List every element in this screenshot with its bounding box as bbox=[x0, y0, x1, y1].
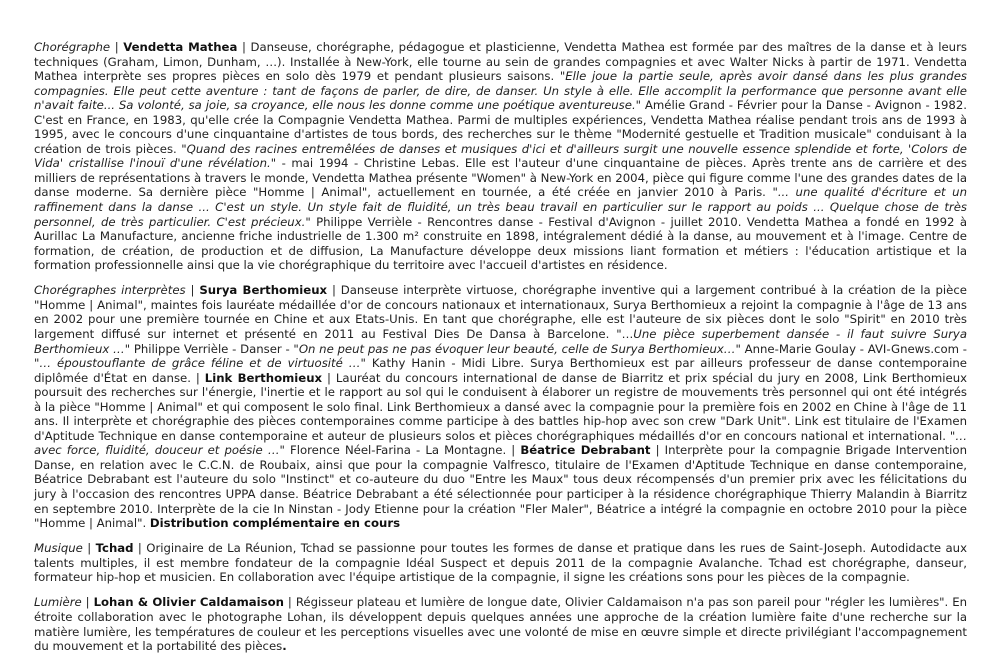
press-quote: "Elle joue la partie seule, après avoir dansé dans les plus grandes compagnies. Elle peut cette aventure : tant de façons de parler, de dire, de danser. Un style à elle. Elle accomplit la performance que personne avant elle n'avait faite... Sa volonté, sa joie, sa croyance, elle nous les donne comme une poétique aventureuse." bbox=[34, 69, 968, 113]
person-name: Béatrice Debrabant bbox=[520, 443, 651, 458]
separator: | bbox=[81, 595, 94, 610]
bio-text: Régisseur plateau et lumière de longue date, Olivier Caldamaison n'a pas son pareil pour "régler les lumières". En étroite collaboration avec le photographe Lohan, ils développent depuis quelques années une approche de la création lumière faite d'une recherche sur la matière lumière, les températures de couleur et les perceptions visuelles avec une volonté de mise en œuvre simple et directe privilégiant l'accompagnement du mouvement et la portabilité des pièces bbox=[34, 595, 968, 654]
role-label: Chorégraphes interprètes bbox=[34, 283, 186, 298]
separator: | bbox=[110, 40, 124, 54]
bio-text: " Kathy Hanin - Midi Libre. Surya Berthomieux est par ailleurs professeur de danse contemporaine diplômée d'État en danse. bbox=[34, 356, 967, 385]
separator: | bbox=[284, 595, 296, 610]
separator: | bbox=[185, 283, 200, 298]
press-quote: Une pièce superbement dansée - il faut suivre Surya Berthomieux … bbox=[34, 326, 967, 356]
credits-document bbox=[34, 40, 967, 664]
role-label: Lumière bbox=[34, 595, 82, 610]
press-quote: "Quand des racines entremêlées de danses et musiques d'ici et d'ailleurs surgit une nouvelle essence splendide et forte, 'Colors de Vida' cristallise l'inouï d'une révélation." bbox=[34, 141, 967, 171]
closing-period: . bbox=[282, 639, 287, 654]
bio-text: Amélie Grand - Février pour la Danse - Avignon - 1982. C'est en France, en 1983, qu'elle crée la Compagnie Vendetta Mathea. Parmi de multiples expériences, Vendetta Mathea réalise pendant trois ans de 1993 à 1995, avec le concours d'une cinquantaine d'artistes de tous bords, des recherches sur le thème "Modernité gestuelle et Tradition musicale" conduisant à la création de trois pièces. bbox=[34, 98, 967, 156]
person-name: Lohan & Olivier Caldamaison bbox=[93, 595, 284, 610]
bio-text: Danseuse interprète virtuose, chorégraphe inventive qui a largement contribué à la création de la pièce "Homme | Animal", maintes fois lauréate médaillée d'or de concours nationaux et internationaux, Surya Berthomieux a rejoint la compagnie à l'âge de 13 ans en 2002 pour une première tournée en Chine et aux Etats-Unis. En tant que chorégraphe, elle est l'auteure de six pièces dont le solo "Spirit" en 2010 très largement diffusé sur internet et présenté en 2011 au Festival Dies De Dansa à Barcelone. "… bbox=[34, 283, 967, 341]
music-paragraph bbox=[34, 541, 967, 585]
press-quote: … avec force, fluidité, douceur et poésie … bbox=[34, 428, 967, 458]
separator: | bbox=[322, 370, 336, 385]
choreographer-paragraph bbox=[34, 40, 967, 273]
bio-text: " Philippe Verrièle - Danser - " bbox=[124, 341, 299, 356]
separator: | bbox=[82, 541, 96, 556]
bio-text: Philippe Verrièle - Rencontres danse - Festival d'Avignon - juillet 2010. Vendetta Mathea a fondé en 1992 à Aurillac La Manufacture, ancienne friche industrielle de 1.300 m² construite en 1898, intégralement dédié à la danse, au mouvement et à l'image. Centre de formation, de création, de production et de diffusion, La Manufacture développe deux missions liant formation et métiers : l'éducation artistique et la formation professionnelle ainsi que la vie chorégraphique du territoire avec l'accueil d'artistes en résidence. bbox=[34, 214, 967, 273]
press-quote: "... une qualité d'écriture et un raffinement dans la danse ... C'est un style. Un style fait de fluidité, un très beau travail en particulier sur le rapport au poids ... Quelque chose de très personnel, de très particulier. C'est précieux." bbox=[34, 185, 967, 229]
bio-text: " Anne-Marie Goulay - AVI-Gnews.com - " bbox=[34, 341, 967, 371]
performers-paragraph bbox=[34, 283, 967, 530]
person-name: Tchad bbox=[95, 541, 134, 556]
bio-text: Originaire de La Réunion, Tchad se passionne pour toutes les formes de danse et pratique dans les rues de Saint-Joseph. Autodidacte aux talents multiples, il est membre fondateur de la compagnie Idéal Suspect et depuis 2011 de la compagnie Avalanche. Tchad est chorégraphe, danseur, formateur hip-hop et musicien. En collaboration avec l'équipe artistique de la compagnie, il signe les créations sons pour les pièces de la compagnie. bbox=[34, 541, 967, 585]
role-label: Chorégraphe bbox=[34, 40, 111, 54]
bio-text: Lauréat du concours international de danse de Biarritz et prix spécial du jury en 2008, Link Berthomieux poursuit des recherches sur l'énergie, l'inertie et le rapport au sol qui le conduisent à élaborer un registre de mouvements très personnel qui ont été intégrés à la pièce "Homme | Animal" et qui composent le solo final. Link Berthomieux a dansé avec la compagnie pour la première fois en 2002 en Chine à l'âge de 11 ans. Il interprète et chorégraphie des pièces contemporaines comme participe à des battles hip-hop avec son crew "Dark Unit". Link est titulaire de l'Examen d'Aptitude Technique en danse contemporaine et auteur de plusieurs solos et pièces chorégraphiques médaillés d'or en concours national et international. " bbox=[34, 370, 968, 443]
bio-text: Interprète pour la compagnie Brigade Intervention Danse, en relation avec le C.C.N. de Roubaix, ainsi que pour la compagnie Valfresco, titulaire de l'Examen d'Aptitude Technique en danse contemporaine, Béatrice Debrabant est l'auteure du solo "Instinct" et co-auteure du duo "Entre les Maux" tous deux récompensés d'un premier prix avec les félicitations du jury à l'occasion des rencontres UPPA danse. Béatrice Debrabant a été sélectionnée pour participer à la résidence chorégraphique Thierry Malandin à Biarritz en septembre 2010. Interprète de la cie In Ninstan - Jody Etienne pour la création "Fler Maler", Béatrice a intégré la compagnie en octobre 2010 pour la pièce "Homme | Animal". bbox=[34, 443, 967, 531]
separator: | bbox=[511, 443, 521, 458]
person-name: Link Berthomieux bbox=[204, 370, 323, 385]
distribution-note: Distribution complémentaire en cours bbox=[149, 516, 401, 531]
person-name: Surya Berthomieux bbox=[199, 283, 328, 298]
separator: | bbox=[133, 541, 147, 556]
bio-text: - mai 1994 - Christine Lebas. Elle est l'auteur d'une cinquantaine de pièces. Après trente ans de carrière et des milliers de représentations à travers le monde, Vendetta Mathea présente "Women" à New-York en 2004, pièce qui figure comme l'une des grandes dates de la danse moderne. Sa dernière pièce "Homme | Animal", actuellement en tournée, a été créée en janvier 2010 à Paris. bbox=[34, 156, 968, 200]
press-quote: … époustouflante de grâce féline et de virtuosité … bbox=[39, 356, 361, 371]
separator: | bbox=[237, 40, 251, 54]
light-paragraph bbox=[34, 595, 967, 653]
separator: | bbox=[195, 370, 205, 385]
separator: | bbox=[650, 443, 665, 458]
bio-text: Danseuse, chorégraphe, pédagogue et plasticienne, Vendetta Mathea est formée par des maîtres de la danse et à leurs techniques (Graham, Limon, Dunham, …). Installée à New-York, elle tourne au sein de grandes compagnies et avec Walter Nicks à partir de 1971. Vendetta Mathea interprète ses propres pièces en solo dès 1979 et pendant plusieurs saisons. bbox=[34, 40, 967, 84]
bio-text: " Florence Néel-Farina - La Montagne. bbox=[279, 443, 512, 458]
role-label: Musique bbox=[34, 541, 83, 556]
press-quote: On ne peut pas ne pas évoquer leur beauté, celle de Surya Berthomieux… bbox=[298, 341, 736, 356]
separator: | bbox=[327, 283, 341, 298]
person-name: Vendetta Mathea bbox=[123, 40, 238, 54]
